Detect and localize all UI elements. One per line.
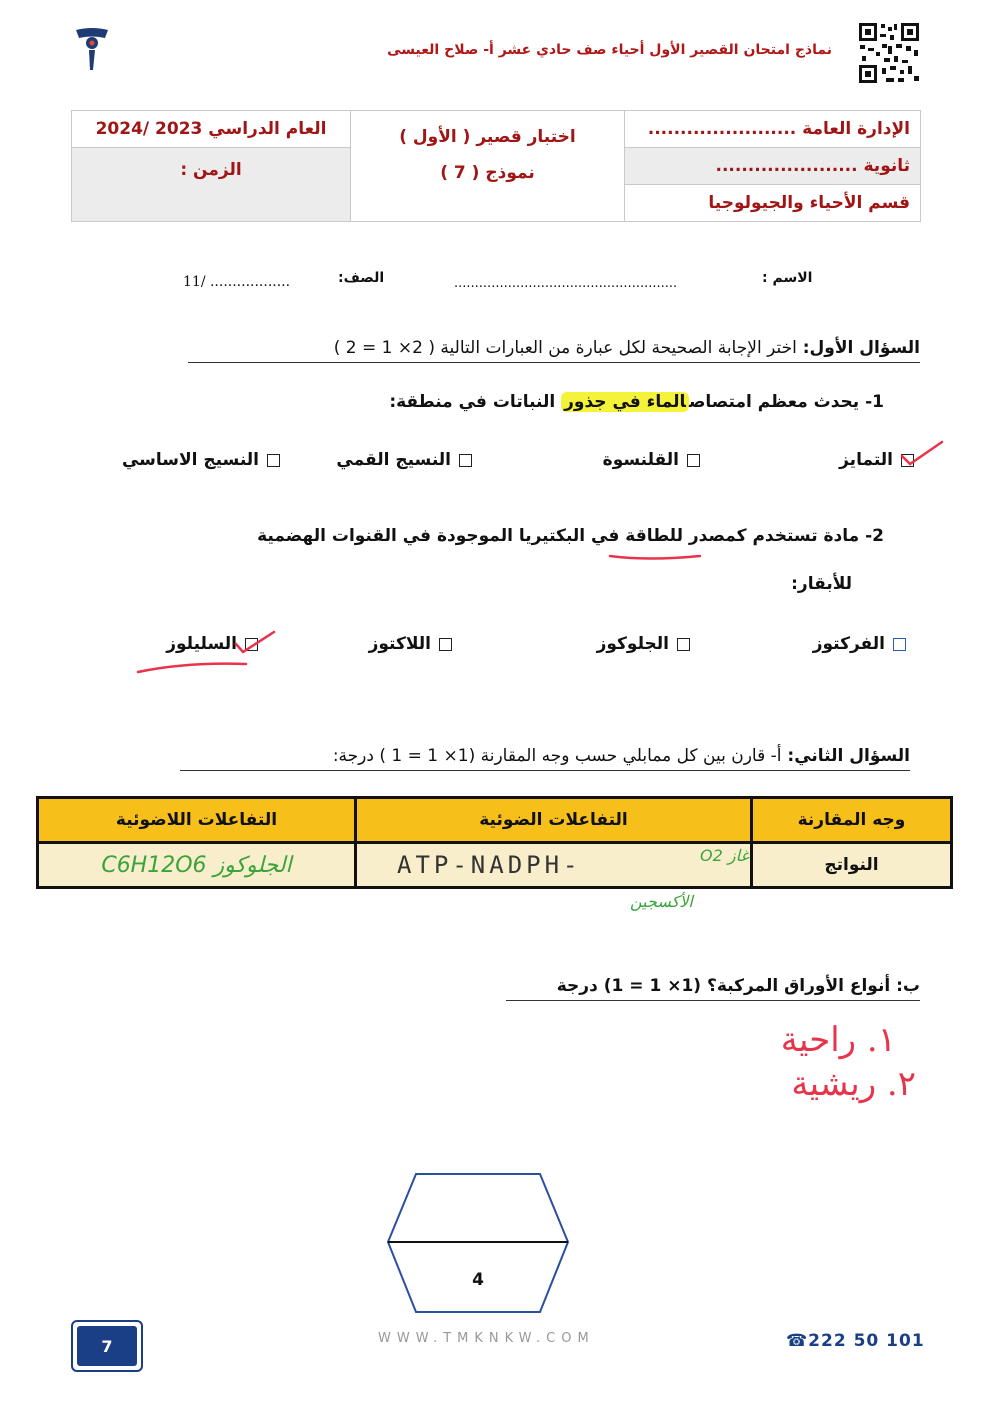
option-label: النسيج القمي	[336, 450, 451, 470]
option-label: الجلوكوز	[596, 634, 669, 654]
red-underline-mark	[608, 548, 702, 564]
row-label-products: النواتج	[752, 843, 952, 888]
option-label: النسيج الاساسي	[121, 450, 259, 470]
red-underline-mark	[136, 658, 250, 678]
q1-item1-text	[389, 392, 884, 412]
red-check-mark-icon	[232, 626, 278, 660]
department-cell: قسم الأحياء والجيولوجيا	[625, 185, 921, 222]
checkbox-icon[interactable]	[267, 454, 280, 467]
class-label: الصف:	[338, 270, 385, 286]
checkbox-icon[interactable]	[439, 638, 452, 651]
option-label: السليلوز	[166, 634, 237, 654]
q2-heading	[180, 746, 910, 771]
option-label: القلنسوة	[602, 450, 679, 470]
dark-reactions-answer[interactable]	[38, 843, 356, 888]
q1-label: السؤال الأول:	[802, 338, 920, 358]
table-header: التفاعلات الضوئية	[356, 798, 752, 843]
q1-instruction: اختر الإجابة الصحيحة لكل عبارة من العبارات التالية ( 2× 1 = 2 )	[333, 338, 797, 358]
exam-title: اختبار قصير ( الأول )	[399, 127, 576, 147]
highlighted-text: الماء في جذور	[561, 392, 689, 412]
score-value: 4	[472, 1270, 484, 1290]
document-title: نماذج امتحان القصير الأول أحياء صف حادي عشر أ- صلاح العيسى	[387, 42, 832, 58]
handwritten-answer-1: ١. راحية	[780, 1020, 896, 1060]
q1-item1-prefix: 1- يحدث معظم امتصاص	[688, 392, 884, 412]
publisher-logo-icon	[72, 24, 112, 74]
exam-model: نموذج ( 7 )	[440, 163, 535, 183]
q1-heading	[188, 338, 920, 363]
q1-item2-text: 2- مادة تستخدم كمصدر للطاقة في البكتيريا الموجودة في القنوات الهضمية	[257, 526, 884, 546]
comparison-table	[36, 796, 953, 889]
school-cell: ثانوية ......................	[625, 148, 921, 185]
page-number: 7	[77, 1326, 137, 1366]
academic-year: العام الدراسي 2023 /2024	[72, 111, 351, 148]
q1-item1-option-2[interactable]	[603, 450, 700, 470]
exam-info-table	[71, 110, 921, 222]
q2-part-b	[506, 976, 920, 1001]
q1-item2-text-cont: للأبقار:	[791, 574, 852, 594]
light-reactions-answer[interactable]	[356, 843, 752, 888]
page-number-box	[71, 1320, 143, 1372]
q2-instruction: أ- قارن بين كل ممابلي حسب وجه المقارنة (1× 1 = 1 ) درجة:	[332, 746, 782, 766]
name-field[interactable]: ......................................................	[454, 276, 678, 291]
table-header: التفاعلات اللاضوئية	[38, 798, 356, 843]
handwritten-oxygen-note: الأكسجين	[630, 892, 693, 911]
checkbox-icon[interactable]	[687, 454, 700, 467]
q1-item1-option-3[interactable]	[336, 450, 472, 470]
option-label: اللاكتوز	[368, 634, 431, 654]
q1-item1-option-4[interactable]	[122, 450, 280, 470]
class-field[interactable]: 11/ ..................	[183, 274, 291, 290]
q1-item2-option-2[interactable]	[597, 634, 690, 654]
part-b-label: ب:	[896, 976, 920, 996]
handwritten-answer: ATP-NADPH-	[397, 851, 582, 879]
time-cell: الزمن :	[72, 148, 351, 222]
handwritten-gas-note: غاز O2	[700, 846, 749, 865]
name-label: الاسم :	[762, 270, 813, 286]
checkbox-icon[interactable]	[677, 638, 690, 651]
red-check-mark-icon	[898, 434, 946, 470]
website-link[interactable]: WWW.TMKNKW.COM	[378, 1331, 595, 1346]
handwritten-answer: الجلوكوز C6H12O6	[101, 852, 292, 878]
part-b-text: أنواع الأوراق المركبة؟ (1× 1 = 1) درجة	[556, 976, 891, 996]
phone-number: ☎222 50 101	[786, 1331, 925, 1351]
checkbox-icon[interactable]	[459, 454, 472, 467]
q1-item1-suffix: النباتات في منطقة:	[389, 392, 556, 412]
qr-code-icon	[858, 22, 920, 84]
handwritten-answer-2: ٢. ريشية	[791, 1064, 916, 1104]
option-label: الفركتوز	[812, 634, 885, 654]
option-label: التمايز	[839, 450, 893, 470]
q1-item2-option-1[interactable]	[813, 634, 906, 654]
table-header: وجه المقارنة	[752, 798, 952, 843]
score-hexagon	[386, 1172, 570, 1314]
q2-label: السؤال الثاني:	[787, 746, 910, 766]
exam-title-cell	[351, 111, 625, 222]
admin-cell: الإدارة العامة .......................	[625, 111, 921, 148]
q1-item2-option-3[interactable]	[369, 634, 452, 654]
checkbox-icon[interactable]	[893, 638, 906, 651]
